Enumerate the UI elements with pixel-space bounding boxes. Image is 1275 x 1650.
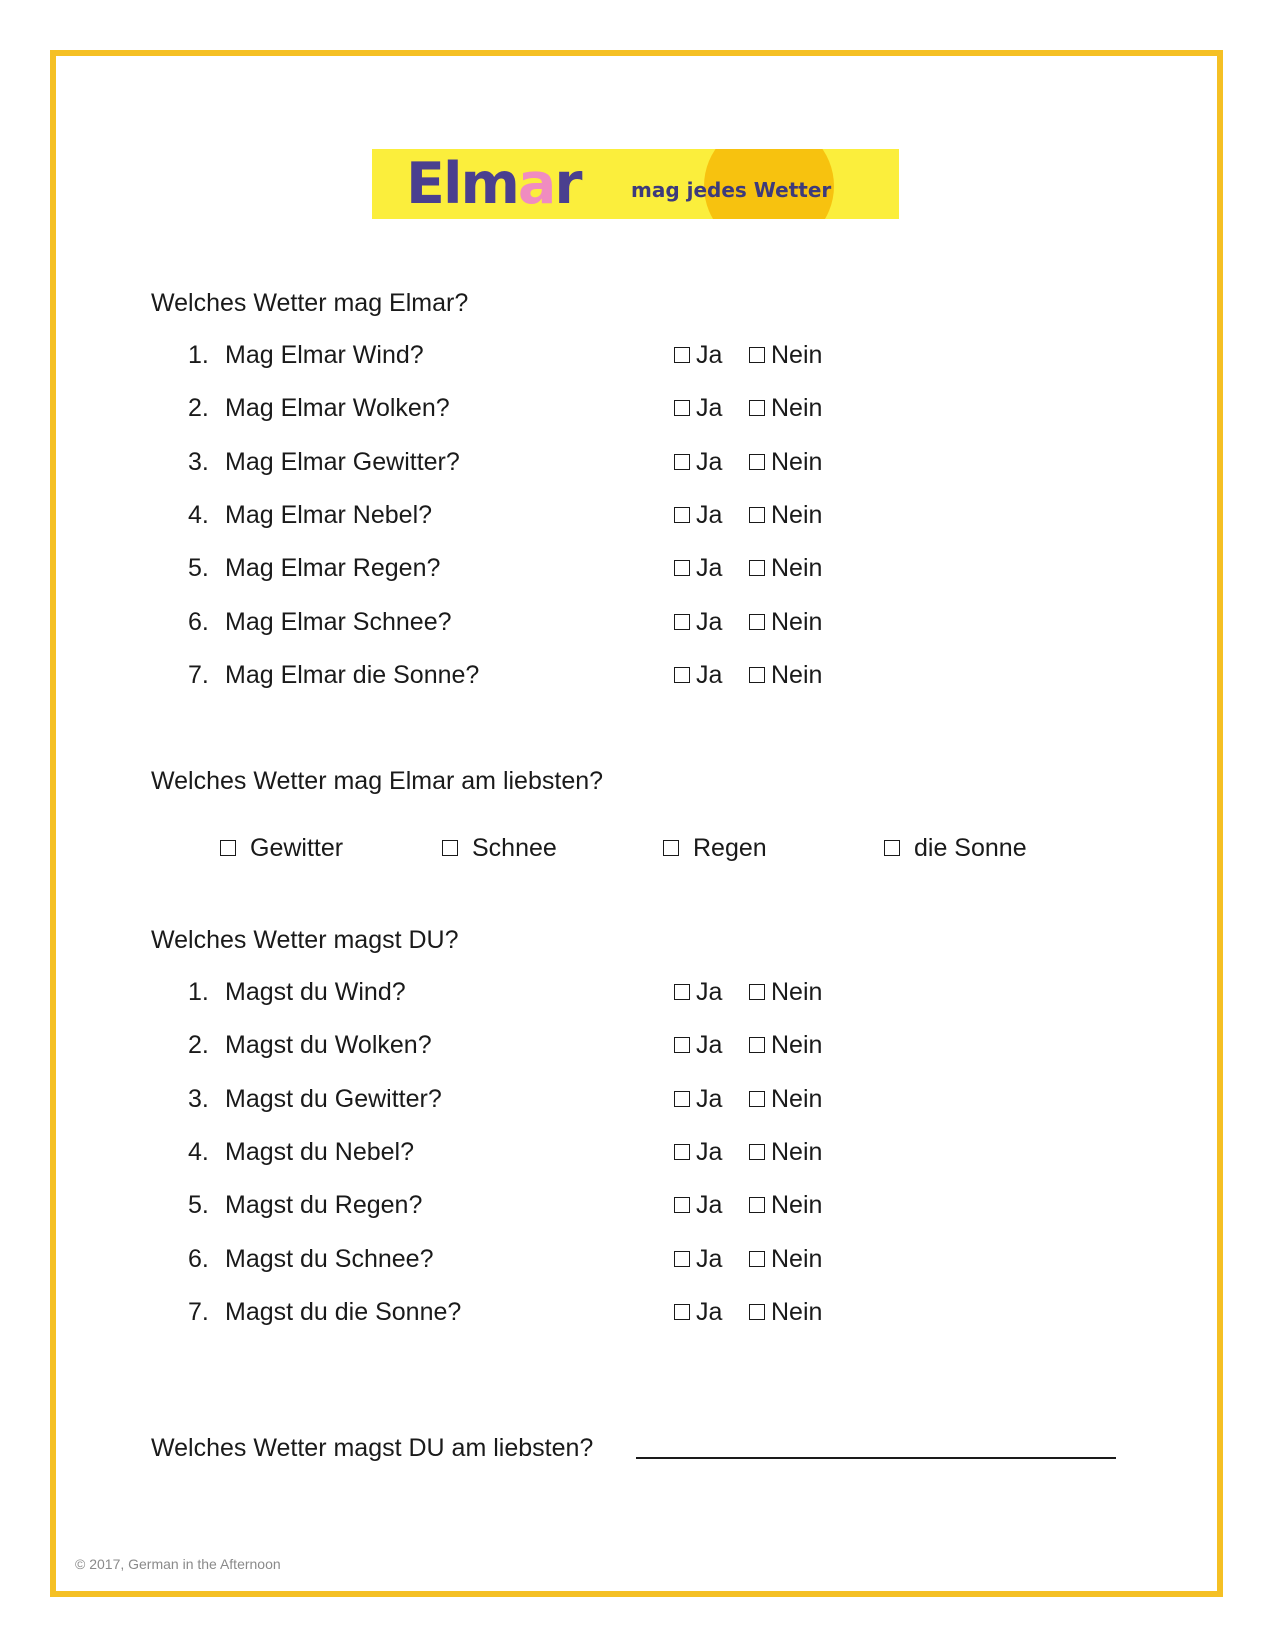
checkbox[interactable]: [749, 347, 765, 363]
checkbox[interactable]: [674, 1304, 690, 1320]
question-number: 2.: [188, 1031, 209, 1060]
no-option[interactable]: [749, 1137, 822, 1167]
question-number: 7.: [188, 1297, 209, 1326]
no-option[interactable]: [749, 393, 822, 423]
no-label: Nein: [771, 1137, 823, 1166]
favorite-option[interactable]: [663, 833, 767, 863]
yes-option[interactable]: [674, 660, 722, 690]
yes-label: Ja: [696, 1137, 723, 1166]
no-label: Nein: [771, 341, 823, 369]
no-label: Nein: [771, 554, 823, 583]
checkbox[interactable]: [749, 984, 765, 1000]
no-label: Nein: [771, 1031, 823, 1060]
checkbox[interactable]: [674, 507, 690, 523]
checkbox[interactable]: [884, 840, 900, 856]
checkbox[interactable]: [674, 614, 690, 630]
question-row: [0, 1084, 1275, 1116]
yes-label: Ja: [696, 978, 723, 1006]
no-option[interactable]: [749, 1084, 822, 1114]
no-label: Nein: [771, 1297, 823, 1326]
checkbox[interactable]: [663, 840, 679, 856]
no-option[interactable]: [749, 500, 822, 530]
checkbox[interactable]: [674, 1091, 690, 1107]
question-row: [0, 1137, 1275, 1169]
checkbox[interactable]: [749, 560, 765, 576]
checkbox[interactable]: [674, 400, 690, 416]
no-label: Nein: [771, 394, 823, 423]
question-text: Mag Elmar Regen?: [225, 554, 441, 583]
no-label: Nein: [771, 1244, 823, 1273]
yes-label: Ja: [696, 500, 723, 529]
banner-letter: E: [406, 151, 443, 217]
no-option[interactable]: [749, 1297, 822, 1327]
option-label: Regen: [693, 834, 767, 862]
checkbox[interactable]: [674, 347, 690, 363]
question-number: 7.: [188, 660, 209, 689]
checkbox[interactable]: [749, 1197, 765, 1213]
yes-label: Ja: [696, 341, 723, 369]
no-label: Nein: [771, 607, 823, 636]
option-label: Gewitter: [250, 834, 344, 862]
favorite-option[interactable]: [442, 833, 557, 863]
answer-line[interactable]: [636, 1457, 1116, 1459]
question-text: Magst du Wolken?: [225, 1031, 432, 1060]
banner-letter: r: [554, 151, 581, 217]
no-label: Nein: [771, 500, 823, 529]
checkbox[interactable]: [749, 1091, 765, 1107]
yes-option[interactable]: [674, 1030, 722, 1060]
question-number: 6.: [188, 1244, 209, 1273]
question-number: 6.: [188, 607, 209, 636]
section4-heading: Welches Wetter magst DU am liebsten?: [151, 1434, 594, 1462]
yes-label: Ja: [696, 447, 723, 476]
banner-letter: m: [460, 151, 518, 217]
no-option[interactable]: [749, 447, 822, 477]
checkbox[interactable]: [674, 984, 690, 1000]
yes-label: Ja: [696, 1031, 723, 1060]
yes-option[interactable]: [674, 1190, 722, 1220]
no-label: Nein: [771, 447, 823, 476]
yes-label: Ja: [696, 554, 723, 583]
yes-label: Ja: [696, 1244, 723, 1273]
checkbox[interactable]: [674, 560, 690, 576]
checkbox[interactable]: [674, 454, 690, 470]
banner-title: [406, 151, 580, 217]
question-row: [0, 1030, 1275, 1062]
checkbox[interactable]: [674, 1197, 690, 1213]
question-text: Mag Elmar Gewitter?: [225, 447, 460, 476]
yes-option[interactable]: [674, 553, 722, 583]
favorite-option[interactable]: [220, 833, 343, 863]
yes-option[interactable]: [674, 977, 722, 1007]
question-number: 4.: [188, 500, 209, 529]
question-row: [0, 660, 1275, 692]
banner-subtitle: mag jedes Wetter: [631, 178, 832, 202]
question-row: [0, 1190, 1275, 1222]
checkbox[interactable]: [749, 1251, 765, 1267]
question-text: Mag Elmar Wolken?: [225, 394, 450, 423]
banner-letter: a: [517, 151, 555, 217]
no-option[interactable]: [749, 553, 822, 583]
no-label: Nein: [771, 978, 823, 1006]
question-number: 3.: [188, 447, 209, 476]
no-label: Nein: [771, 660, 823, 689]
question-row: [0, 500, 1275, 532]
checkbox[interactable]: [749, 454, 765, 470]
question-text: Magst du die Sonne?: [225, 1297, 462, 1326]
no-option[interactable]: [749, 607, 822, 637]
option-label: die Sonne: [914, 834, 1027, 862]
question-row: [0, 340, 1275, 372]
checkbox[interactable]: [749, 1037, 765, 1053]
question-row: [0, 1244, 1275, 1276]
checkbox[interactable]: [442, 840, 458, 856]
question-text: Magst du Gewitter?: [225, 1084, 442, 1113]
section1-heading: Welches Wetter mag Elmar?: [151, 289, 469, 317]
question-text: Mag Elmar Schnee?: [225, 607, 452, 636]
yes-label: Ja: [696, 660, 723, 689]
question-row: [0, 977, 1275, 1009]
yes-label: Ja: [696, 1297, 723, 1326]
checkbox[interactable]: [749, 400, 765, 416]
question-text: Magst du Regen?: [225, 1191, 423, 1220]
yes-option[interactable]: [674, 1297, 722, 1327]
question-text: Mag Elmar Wind?: [225, 341, 424, 369]
question-number: 1.: [188, 341, 209, 369]
question-row: [0, 447, 1275, 479]
yes-option[interactable]: [674, 500, 722, 530]
checkbox[interactable]: [674, 1144, 690, 1160]
checkbox[interactable]: [749, 667, 765, 683]
question-text: Mag Elmar Nebel?: [225, 500, 433, 529]
question-text: Magst du Wind?: [225, 978, 406, 1006]
question-row: [0, 553, 1275, 585]
yes-option[interactable]: [674, 607, 722, 637]
checkbox[interactable]: [674, 1251, 690, 1267]
yes-option[interactable]: [674, 1137, 722, 1167]
checkbox[interactable]: [749, 507, 765, 523]
no-label: Nein: [771, 1191, 823, 1220]
option-label: Schnee: [472, 834, 557, 862]
no-option[interactable]: [749, 660, 822, 690]
yes-option[interactable]: [674, 393, 722, 423]
yes-label: Ja: [696, 607, 723, 636]
banner-letter: l: [442, 151, 461, 217]
no-option[interactable]: [749, 340, 822, 370]
yes-option[interactable]: [674, 1244, 722, 1274]
no-option[interactable]: [749, 1030, 822, 1060]
checkbox[interactable]: [674, 1037, 690, 1053]
question-row: [0, 607, 1275, 639]
question-number: 2.: [188, 394, 209, 423]
yes-label: Ja: [696, 394, 723, 423]
question-number: 5.: [188, 554, 209, 583]
no-label: Nein: [771, 1084, 823, 1113]
question-text: Magst du Schnee?: [225, 1244, 434, 1273]
no-option[interactable]: [749, 1190, 822, 1220]
question-number: 5.: [188, 1191, 209, 1220]
question-number: 3.: [188, 1084, 209, 1113]
elmar-banner: [372, 149, 899, 219]
favorite-option[interactable]: [884, 833, 1027, 863]
yes-label: Ja: [696, 1084, 723, 1113]
question-row: [0, 393, 1275, 425]
checkbox[interactable]: [749, 1144, 765, 1160]
page-border: [50, 50, 1223, 1597]
checkbox[interactable]: [749, 1304, 765, 1320]
question-text: Mag Elmar die Sonne?: [225, 660, 480, 689]
section2-heading: Welches Wetter mag Elmar am liebsten?: [151, 767, 604, 795]
checkbox[interactable]: [674, 667, 690, 683]
no-option[interactable]: [749, 1244, 822, 1274]
yes-option[interactable]: [674, 340, 722, 370]
checkbox[interactable]: [220, 840, 236, 856]
yes-option[interactable]: [674, 447, 722, 477]
question-row: [0, 1297, 1275, 1329]
section3-heading: Welches Wetter magst DU?: [151, 926, 459, 954]
no-option[interactable]: [749, 977, 822, 1007]
question-number: 1.: [188, 978, 209, 1006]
checkbox[interactable]: [749, 614, 765, 630]
question-number: 4.: [188, 1137, 209, 1166]
yes-label: Ja: [696, 1191, 723, 1220]
copyright-footer: © 2017, German in the Afternoon: [75, 1556, 281, 1572]
question-text: Magst du Nebel?: [225, 1137, 415, 1166]
yes-option[interactable]: [674, 1084, 722, 1114]
